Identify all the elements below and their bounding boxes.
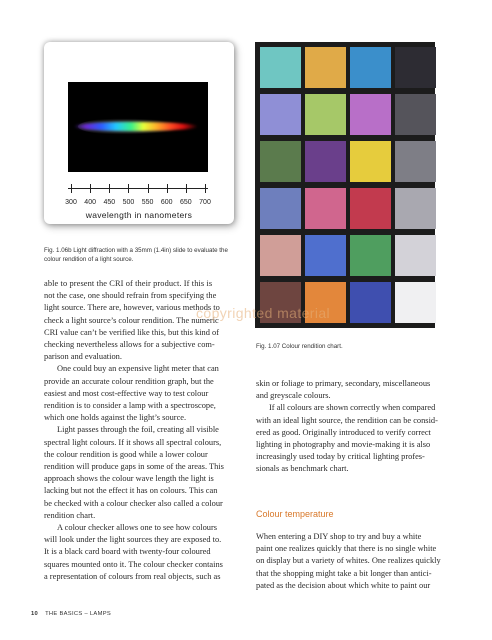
text-line: squares mounted onto it. The colour checker contains (44, 559, 223, 569)
scale-tick-label: 300 (65, 199, 77, 206)
scale-tick (148, 184, 149, 193)
running-section-title: THE BASICS – LAMPS (45, 611, 112, 617)
text-line: One could buy an expensive light meter that can (57, 364, 219, 374)
text-line: be checked with a colour checker also called a colour (44, 498, 223, 508)
left-column (44, 278, 242, 583)
scale-tick (109, 184, 110, 193)
colour-patch (395, 141, 436, 182)
scale-tick (205, 184, 206, 193)
paragraph (256, 531, 448, 592)
colour-patch (350, 282, 391, 323)
text-line: A colour checker allows one to see how colours (57, 523, 218, 533)
scale-tick (128, 184, 129, 193)
wavelength-scale-axis (68, 188, 208, 189)
text-line: light source. There are, however, various methods to (44, 303, 220, 313)
text-line: pated as the decision about which white to paint our (256, 580, 431, 590)
colour-patch (305, 47, 346, 88)
text-line: approach shows the colour wave length the light is (44, 474, 214, 484)
text-line: not the case, one should refrain from specifying the (44, 291, 217, 301)
scale-tick (186, 184, 187, 193)
text-line: with an ideal light source, the rendition can be consid- (256, 415, 438, 425)
text-line: paint one realizes quickly that there is no single white (256, 544, 437, 554)
page-number: 10 (31, 611, 39, 617)
text-line: Light passes through the foil, creating all visible (57, 425, 219, 435)
caption-line: Fig. 1.06b Light diffraction with a 35mm (1.4in) slide to evaluate the (44, 247, 228, 254)
colour-patch (305, 94, 346, 135)
scale-tick-label: 400 (84, 199, 96, 206)
colour-patch (395, 94, 436, 135)
text-line: sionals as benchmark chart. (256, 464, 349, 474)
colour-patch (260, 235, 301, 276)
text-line: CRI value can’t be verified like this, but this kind of (44, 327, 219, 337)
text-line: rendition chart. (44, 510, 96, 520)
scale-tick-label: 550 (141, 199, 154, 206)
paragraph (44, 522, 242, 583)
text-line: It is a black card board with twenty-four coloured (44, 547, 211, 557)
colour-patch (395, 47, 436, 88)
text-line: If all colours are shown correctly when compared (269, 403, 436, 413)
scale-tick (90, 184, 91, 193)
text-line: skin or foliage to primary, secondary, miscellaneous (256, 379, 431, 388)
text-line: lacking but not the effect it has on colours. This can (44, 486, 218, 496)
text-line: that the shopping might take a bit longer than antici- (256, 568, 432, 578)
text-line: When entering a DIY shop to try and buy a white (256, 532, 422, 541)
text-line: increasingly used today by critical lighting profes- (256, 452, 425, 462)
paragraph (44, 363, 242, 424)
figure-caption-1-06b (44, 247, 284, 264)
colour-patch (350, 47, 391, 88)
copyright-watermark: copyrighted material (196, 305, 331, 321)
spectrum-slide-figure (44, 42, 234, 224)
section-heading: Colour temperature (256, 509, 334, 519)
text-line: provide an accurate colour rendition graph, but the (44, 376, 214, 386)
paragraph (256, 378, 448, 402)
text-line: spectral light colours. If it shows all spectral colours, (44, 437, 222, 447)
colour-patch (260, 141, 301, 182)
text-line: will look under the light sources they are exposed to. (44, 535, 222, 545)
colour-patch (260, 94, 301, 135)
scale-tick (71, 184, 72, 193)
spectrum-image (68, 82, 208, 172)
text-line: parison and evaluation. (44, 352, 122, 362)
caption-line: colour rendition of a light source. (44, 255, 134, 263)
text-line: on display but a variety of whites. One realizes quickly (256, 556, 441, 566)
text-line: easiest and most cost-effective way to test colour (44, 388, 209, 398)
text-line: and greyscale colours. (256, 391, 331, 401)
right-column-continued (256, 531, 448, 592)
scale-tick-label: 650 (180, 199, 192, 206)
colour-rendition-chart (255, 42, 435, 328)
text-line: lighting in photography and movie-making it is also (256, 440, 431, 450)
scale-tick-label: 600 (160, 199, 173, 206)
spectrum-band (74, 122, 198, 131)
figure-caption-1-07: Fig. 1.07 Colour rendition chart. (256, 343, 343, 350)
scale-tick-label: 700 (199, 199, 211, 206)
colour-patch (350, 94, 391, 135)
colour-patch (395, 282, 436, 323)
page-footer (31, 611, 111, 617)
paragraph (256, 402, 448, 475)
text-line: checking nevertheless allows for a subjective com- (44, 340, 215, 350)
text-line: check a light source’s colour rendition. The numeric (44, 315, 219, 325)
colour-patch (395, 188, 436, 229)
colour-patch (260, 188, 301, 229)
scale-tick-label: 450 (103, 199, 116, 206)
colour-patch (305, 188, 346, 229)
right-column (256, 378, 448, 476)
text-line: which one holds against the light’s source. (44, 413, 187, 423)
text-line: able to present the CRI of their product. If this is (44, 279, 213, 288)
text-line: rendition is to consider a lamp with a spectroscope, (44, 401, 216, 411)
colour-patch (350, 235, 391, 276)
colour-patch (350, 188, 391, 229)
scale-tick-label: 500 (122, 199, 135, 206)
colour-patch (305, 235, 346, 276)
text-line: ered as good. Originally introduced to verify correct (256, 427, 431, 437)
text-line: a representation of colours from real objects, such as (44, 571, 221, 581)
colour-patch (260, 47, 301, 88)
wavelength-scale-caption: wavelength in nanometers (85, 210, 193, 220)
colour-patch (305, 141, 346, 182)
colour-patch (350, 141, 391, 182)
scale-tick (167, 184, 168, 193)
text-line: the colour rendition is good while a lower colour (44, 449, 208, 459)
paragraph (44, 424, 242, 522)
colour-patch (395, 235, 436, 276)
text-line: rendition will produce gaps in some of the areas. This (44, 462, 224, 472)
